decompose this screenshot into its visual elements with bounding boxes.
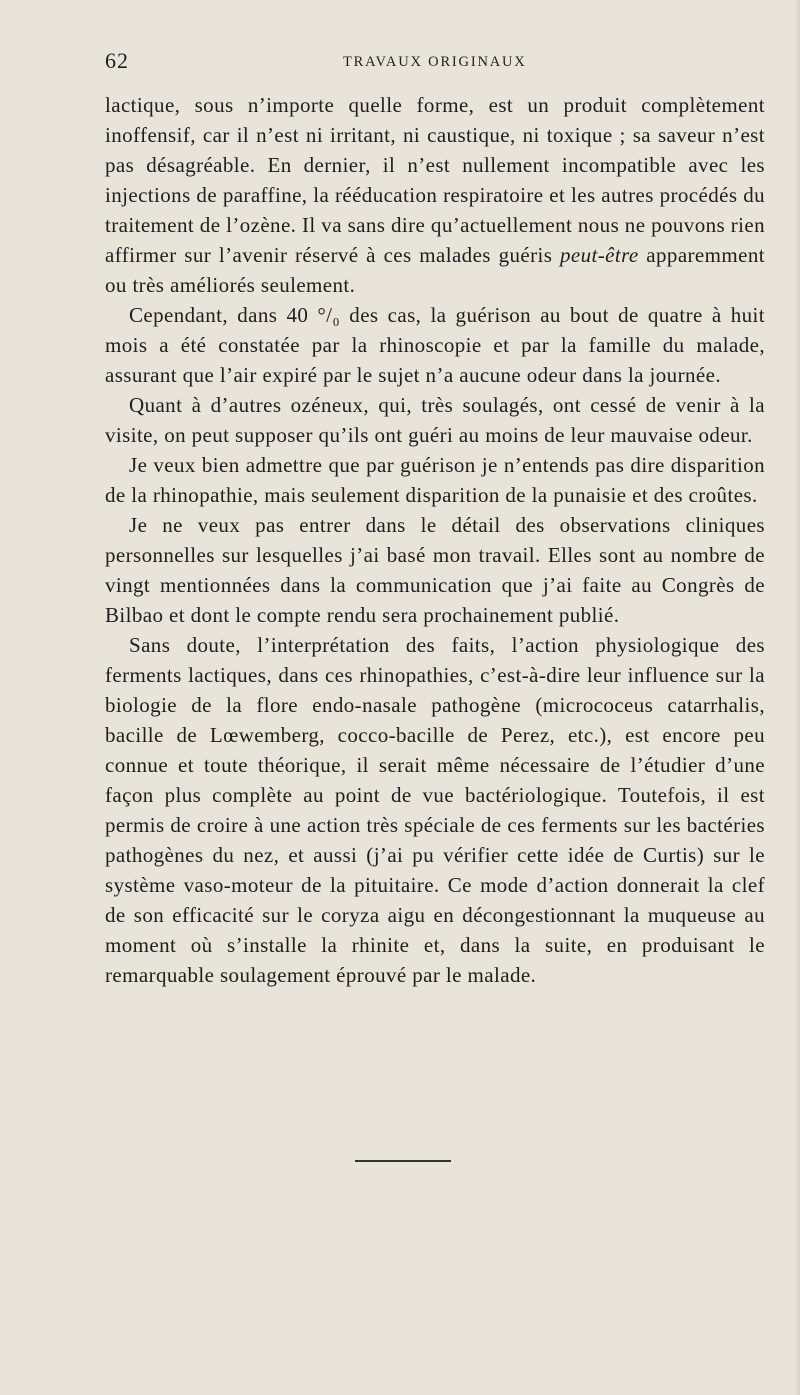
paragraph-text: lactique, sous n’importe quelle forme, est un produit complètement inoffensif, car il n’est ni irritant, ni caustique, ni toxique ; sa saveur n’est pas désagréable. En dernier, il n’est nullement incompatible avec les injections de paraffine, la rééducation respiratoire et les autres procédés du traitement de l’ozène. Il va sans dire qu’actuellement nous ne pouvons rien affirmer sur l’avenir réservé à ces malades guéris: [105, 93, 765, 267]
paragraph-text: apparemment ou très améliorés seulement.: [105, 243, 765, 297]
paragraph-continuation: [105, 90, 765, 300]
paragraph: Quant à d’autres ozéneux, qui, très soulagés, ont cessé de venir à la visite, on peut supposer qu’ils ont guéri au moins de leur mauvaise odeur.: [105, 393, 765, 447]
paragraph: Cependant, dans 40 °/₀ des cas, la guérison au bout de quatre à huit mois a été constatée par la rhinoscopie et par la famille du malade, assurant que l’air expiré par le sujet n’a aucune odeur dans la journée.: [105, 303, 765, 387]
paragraph: Sans doute, l’interprétation des faits, l’action physiologique des ferments lactiques, dans ces rhinopathies, c’est-à-dire leur influence sur la biologie de la flore endo-nasale pathogène (micrococeus catarrhalis, bacille de Lœwemberg, cocco-bacille de Perez, etc.), est encore peu connue et toute théorique, il serait même nécessaire de l’étudier d’une façon plus complète au point de vue bactériologique. Toutefois, il est permis de croire à une action très spéciale de ces ferments sur les bactéries pathogènes du nez, et aussi (j’ai pu vérifier cette idée de Curtis) sur le système vaso-moteur de la pituitaire. Ce mode d’action donnerait la clef de son efficacité sur le coryza aigu en décongestionnant la muqueuse au moment où s’installe la rhinite et, dans la suite, en produisant le remarquable soulagement éprouvé par le malade.: [105, 633, 765, 987]
paragraph: Je ne veux pas entrer dans le détail des observations cliniques personnelles sur lesquelles j’ai basé mon travail. Elles sont au nombre de vingt mentionnées dans la communication que j’ai faite au Congrès de Bilbao et dont le compte rendu sera prochainement publié.: [105, 513, 765, 627]
running-head: TRAVAUX ORIGINAUX: [343, 54, 527, 70]
page-number: 62: [105, 48, 129, 73]
body-text: [105, 90, 765, 990]
end-rule: [355, 1160, 451, 1162]
paragraph: Je veux bien admettre que par guérison je n’entends pas dire disparition de la rhinopathie, mais seulement disparition de la punaisie et des croûtes.: [105, 453, 765, 507]
page-header: [105, 48, 765, 78]
emphasis-text: peut-être: [559, 243, 639, 267]
